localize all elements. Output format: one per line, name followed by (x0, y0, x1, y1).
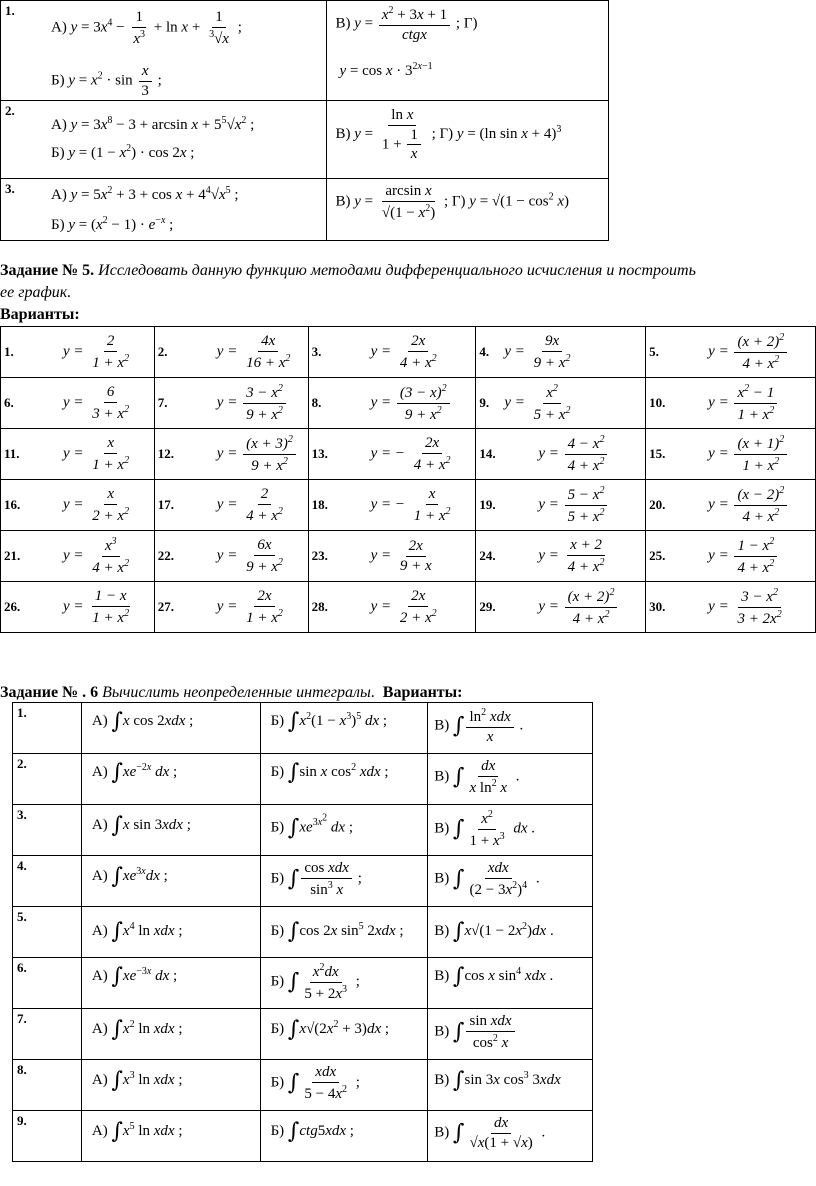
integral-b: Б) ∫sin x $\cos^2$ xdx ; (260, 754, 428, 805)
integral-c: В) ∫ $\frac{dx}{x \ln^2 x}$ . (428, 754, 593, 805)
variant-cell: 4. y = $\frac{9x}{9 + x^2}$ (476, 327, 646, 378)
variant-cell: 18. y = − $\frac{x}{1 + x^2}$ (308, 480, 476, 531)
variant-cell: 14. y = $\frac{4 - x^2}{4 + x^2}$ (476, 429, 646, 480)
integral-c: В) ∫ $\frac{\ln^2 xdx}{x}$ . (428, 703, 593, 754)
variant-cell: 25. y = $\frac{1 - x^2}{4 + x^2}$ (646, 531, 816, 582)
variant-cell: 1. y = $\frac{2}{1 + x^2}$ (1, 327, 155, 378)
variant-cell: 24. y = $\frac{x + 2}{4 + x^2}$ (476, 531, 646, 582)
task5-title-line2: ее график. (0, 284, 72, 301)
integral-num: 3. (13, 805, 82, 856)
derivatives-table (0, 0, 609, 241)
variant-cell: 12. y = $\frac{(x + 3)^2}{9 + x^2}$ (154, 429, 308, 480)
formula-1b: Б) $y = x^2 \cdot \sin$ $\frac{x}{3}$ ; (51, 63, 162, 99)
integral-a: А) $\int x^2$ ln xdx ; (81, 1009, 260, 1060)
integral-num: 1. (13, 703, 82, 754)
integral-num: 4. (13, 856, 82, 907)
integral-num: 2. (13, 754, 82, 805)
formula-1d: $y = \cos x \cdot 3^{2x-1}$ (339, 61, 433, 79)
variant-cell: 30. y = $\frac{3 - x^2}{3 + 2x^2}$ (646, 582, 816, 633)
variant-cell: 21. y = $\frac{x^3}{4 + x^2}$ (1, 531, 155, 582)
variant-cell: 27. y = $\frac{2x}{1 + x^2}$ (154, 582, 308, 633)
integrals-table (12, 702, 593, 1162)
formula-1a: А) $y = 3x^4$ − $\frac{1}{x^3}$ + ln x + $\frac{1}{^3√x}$ ; (51, 9, 242, 47)
row3-right (327, 179, 609, 241)
integral-a: А) $\int xe^{-3x}$ dx ; (81, 958, 260, 1009)
variant-cell: 19. y = $\frac{5 - x^2}{5 + x^2}$ (476, 480, 646, 531)
integral-a: А) $\int x^3$ ln xdx ; (81, 1060, 260, 1111)
integral-c: В) ∫ $\frac{\text{sin xdx}}{\cos^2 x}$ (428, 1009, 593, 1060)
formula-2a: А) $y = 3x^8 - 3 + \arcsin x + 5^5√x^2$ ; (51, 115, 255, 133)
integral-num: 8. (13, 1060, 82, 1111)
integral-num: 9. (13, 1111, 82, 1162)
integral-b: Б) $\int xe^{3x^2}$ dx ; (260, 805, 428, 856)
formula-2b: Б) $y = (1 - x^2) \cdot \cos 2x$ ; (51, 143, 195, 161)
integral-num: 7. (13, 1009, 82, 1060)
task5-variants-label: Варианты: (0, 306, 80, 323)
integral-num: 6. (13, 958, 82, 1009)
integral-c: В) ∫sin 3x $\cos^3 3xdx$ (428, 1060, 593, 1111)
integral-num: 5. (13, 907, 82, 958)
formula-3c: В) y = $\frac{\text{arcsin x}}{√(1 - x^2)}$ ; Г) $y = √(1 - \cos^2 x)$ (335, 183, 570, 221)
variant-cell: 29. y = $\frac{(x + 2)^2}{4 + x^2}$ (476, 582, 646, 633)
variant-cell: 8. y = $\frac{(3 - x)^2}{9 + x^2}$ (308, 378, 476, 429)
formula-1c: В) y = $\frac{x^2 + 3x + 1}{\text{ctgx}}$ ; Г) (335, 5, 478, 43)
integral-a: А) $\int x^4$ ln xdx ; (81, 907, 260, 958)
row2-right (327, 101, 609, 179)
row-number: 3. (5, 181, 15, 196)
formula-3b: Б) $y = (x^2 - 1) \cdot e^{-x}$ ; (51, 215, 174, 233)
variant-cell: 5. y = $\frac{(x + 2)^2}{4 + x^2}$ (646, 327, 816, 378)
row2-left (1, 101, 327, 179)
integral-b: Б) $\int x√(2x^2 + 3)dx$ ; (260, 1009, 428, 1060)
integral-b: Б) ∫ $\frac{\text{cos xdx}}{\sin^3 x}$ ; (260, 856, 428, 907)
integral-c: В) ∫cos x $\sin^4$ xdx . (428, 958, 593, 1009)
variant-cell: 22. y = $\frac{6x}{9 + x^2}$ (154, 531, 308, 582)
integral-c: В) ∫ $\frac{dx}{√x(1 + √x)}$ . (428, 1111, 593, 1162)
integral-c: В) $\int x√(1 - 2x^2)dx$ . (428, 907, 593, 958)
row1-right (327, 1, 609, 101)
variant-cell: 17. y = $\frac{2}{4 + x^2}$ (154, 480, 308, 531)
variant-cell: 16. y = $\frac{x}{2 + x^2}$ (1, 480, 155, 531)
integral-b: Б) ∫cos 2x $\sin^5 2xdx$ ; (260, 907, 428, 958)
formula-3a: А) $y = 5x^2 + 3 + \cos x + 4^4√x^5$ ; (51, 185, 239, 203)
integral-a: А) $\int x^5$ ln xdx ; (81, 1111, 260, 1162)
integral-c: В) ∫ $\frac{\text{xdx}}{(2 - 3x^2)^4}$ . (428, 856, 593, 907)
variant-cell: 6. y = $\frac{6}{3 + x^2}$ (1, 378, 155, 429)
integral-a: А) ∫x sin 3xdx ; (81, 805, 260, 856)
variant-cell: 28. y = $\frac{2x}{2 + x^2}$ (308, 582, 476, 633)
integral-b: Б) ∫ $\frac{x^2dx}{5 + 2x^3}$ ; (260, 958, 428, 1009)
variant-cell: 20. y = $\frac{(x - 2)^2}{4 + x^2}$ (646, 480, 816, 531)
task6-title: Задание № . 6 Вычислить неопределенные интегралы. Варианты: (0, 684, 463, 701)
integral-c: В) ∫ $\frac{x^2}{1 + x^3}$ dx . (428, 805, 593, 856)
row1-left (1, 1, 327, 101)
row-number: 2. (5, 103, 15, 118)
integral-b: Б) ∫ $\frac{\text{xdx}}{5 - 4x^2}$ ; (260, 1060, 428, 1111)
formula-2c: В) y = ln x 1 + $\frac{1}{x}$ ; Г) y = (ln sin x + 4)$^3$ (335, 107, 562, 162)
integral-a: А) $\int xe^{-2x}$ dx ; (81, 754, 260, 805)
task5-title: Задание № 5. Исследовать данную функцию методами дифференциального исчисления и построить (0, 262, 696, 279)
variant-cell: 13. y = − $\frac{2x}{4 + x^2}$ (308, 429, 476, 480)
variant-cell: 10. y = $\frac{x^2 - 1}{1 + x^2}$ (646, 378, 816, 429)
integral-a: А) $\int xe^{3x}dx$ ; (81, 856, 260, 907)
variant-cell: 7. y = $\frac{3 - x^2}{9 + x^2}$ (154, 378, 308, 429)
variant-cell: 23. y = $\frac{2x}{9 + x}$ (308, 531, 476, 582)
integral-b: Б) ∫ctg5xdx ; (260, 1111, 428, 1162)
variant-cell: 2. y = $\frac{4x}{16 + x^2}$ (154, 327, 308, 378)
variant-cell: 11. y = $\frac{x}{1 + x^2}$ (1, 429, 155, 480)
integral-a: А) ∫x cos 2xdx ; (81, 703, 260, 754)
variant-cell: 3. y = $\frac{2x}{4 + x^2}$ (308, 327, 476, 378)
variant-cell: 26. y = $\frac{1 - x}{1 + x^2}$ (1, 582, 155, 633)
variant-cell: 9. y = $\frac{x^2}{5 + x^2}$ (476, 378, 646, 429)
row3-left (1, 179, 327, 241)
variants-table (0, 326, 816, 633)
row-number: 1. (5, 3, 15, 18)
integral-b: Б) $\int x^2(1 - x^3)^5$ dx ; (260, 703, 428, 754)
variant-cell: 15. y = $\frac{(x + 1)^2}{1 + x^2}$ (646, 429, 816, 480)
